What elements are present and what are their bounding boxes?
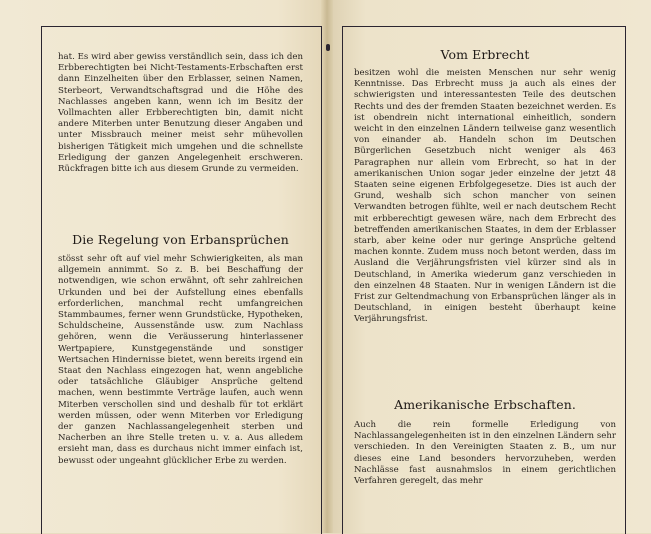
right-heading-2 [354, 397, 616, 412]
left-paragraph-2 [58, 254, 303, 467]
right-paragraph-2-text: Auch die rein formelle Erledigung von Nachlassangelegenheiten ist in den einzelnen Ländern sehr verschieden. In den Vereinigten Staaten z. B., um nur dieses eine Land besonders hervorzuheben, werden Nachlässe fast ausnahmslos in einem gerichtlichen Verfahren geregelt, das mehr [354, 420, 616, 487]
left-paragraph-1 [58, 52, 303, 175]
left-heading-text: Die Regelung von Erbansprüchen [72, 232, 289, 247]
left-paragraph-1-text: hat. Es wird aber gewiss verständlich sein, dass ich den Erbberechtigten bei Nicht-Testaments-Erbschaften erst dann Einzelheiten über den Erblasser, seinen Namen, Sterbeort, Verwandtschaftsgrad und die Höhe des Nachlasses angeben kann, wenn ich im Besitz der Vollmachten aller Erbberechtigten bin, damit nicht andere Miterben unter Benutzung dieser Angaben und unter Missbrauch meiner meist sehr mühevollen bisherigen Tätigkeit mich umgehen und die schnellste Erledigung der ganzen Angelegenheit erschweren. Rückfragen bitte ich aus diesem Grunde zu vermeiden. [58, 52, 303, 175]
right-heading-1-text: Vom Erbrecht [440, 47, 530, 62]
right-paragraph-2 [354, 420, 616, 487]
book-gutter [321, 0, 333, 533]
right-heading-2-text: Amerikanische Erbschaften. [394, 397, 576, 412]
right-paragraph-1 [354, 68, 616, 326]
left-heading [58, 232, 303, 247]
binding-mark [326, 44, 330, 51]
left-paragraph-2-text: stösst sehr oft auf viel mehr Schwierigkeiten, als man allgemein annimmt. So z. B. bei Beschaffung der notwendigen, wie schon erwähnt, oft sehr zahlreichen Urkunden und bei der Aufstellung eines ebenfalls erforderlichen, manchmal recht umfangreichen Stammbaumes, ferner wenn Grundstücke, Hypotheken, Schuldscheine, Aussenstände usw. zum Nachlass gehören, wenn die Veräusserung hinterlassener Wertpapiere, Kunstgegenstände und sonstiger Wertsachen Hindernisse bietet, wenn bereits irgend ein Staat den Nachlass eingezogen hat, wenn angebliche oder tatsächliche Gläubiger Ansprüche geltend machen, wenn bestimmte Verträge laufen, auch wenn Miterben verschollen sind und deshalb für tot erklärt werden müssen, oder wenn Miterben vor Erledigung der ganzen Nachlassangelegenheit sterben und Nacherben an ihre Stelle treten u. v. a. Aus alledem ersieht man, dass es durchaus nicht immer einfach ist, bewusst oder ungeahnt glücklicher Erbe zu werden. [58, 254, 303, 466]
right-heading-1 [354, 47, 616, 62]
right-paragraph-1-text: besitzen wohl die meisten Menschen nur sehr wenig Kenntnisse. Das Erbrecht muss ja auch als eines der schwierigsten und interessantesten Teile des deutschen Rechts und des der fremden Staaten bezeichnet werden. Es ist obendrein nicht international einheitlich, sondern weicht in den einzelnen Ländern teilweise ganz wesentlich von einander ab. Handeln schon im Deutschen Bürgerlichen Gesetzbuch nicht weniger als 463 Paragraphen nur allein vom Erbrecht, so hat in der amerikanischen Union sogar jeder einzelne der jetzt 48 Staaten seine eigenen Erbfolgegesetze. Dies ist auch der Grund, weshalb sich schon mancher von seinen Verwandten betrogen fühlte, weil er nach deutschem Recht mit erbberechtigt gewesen wäre, nach dem Erbrecht des betreffenden amerikanischen Staates, in dem der Erblasser starb, aber keine oder nur geringe Ansprüche geltend machen konnte. Zudem muss noch betont werden, dass im Ausland die Verjährungsfristen viel kürzer sind als in Deutschland, in Amerika wiederum ganz verschieden in den einzelnen 48 Staaten. Nur in wenigen Ländern ist die Frist zur Geltendmachung von Erbansprüchen länger als in Deutschland, in einigen besteht überhaupt keine Verjährungsfrist. [354, 68, 616, 325]
